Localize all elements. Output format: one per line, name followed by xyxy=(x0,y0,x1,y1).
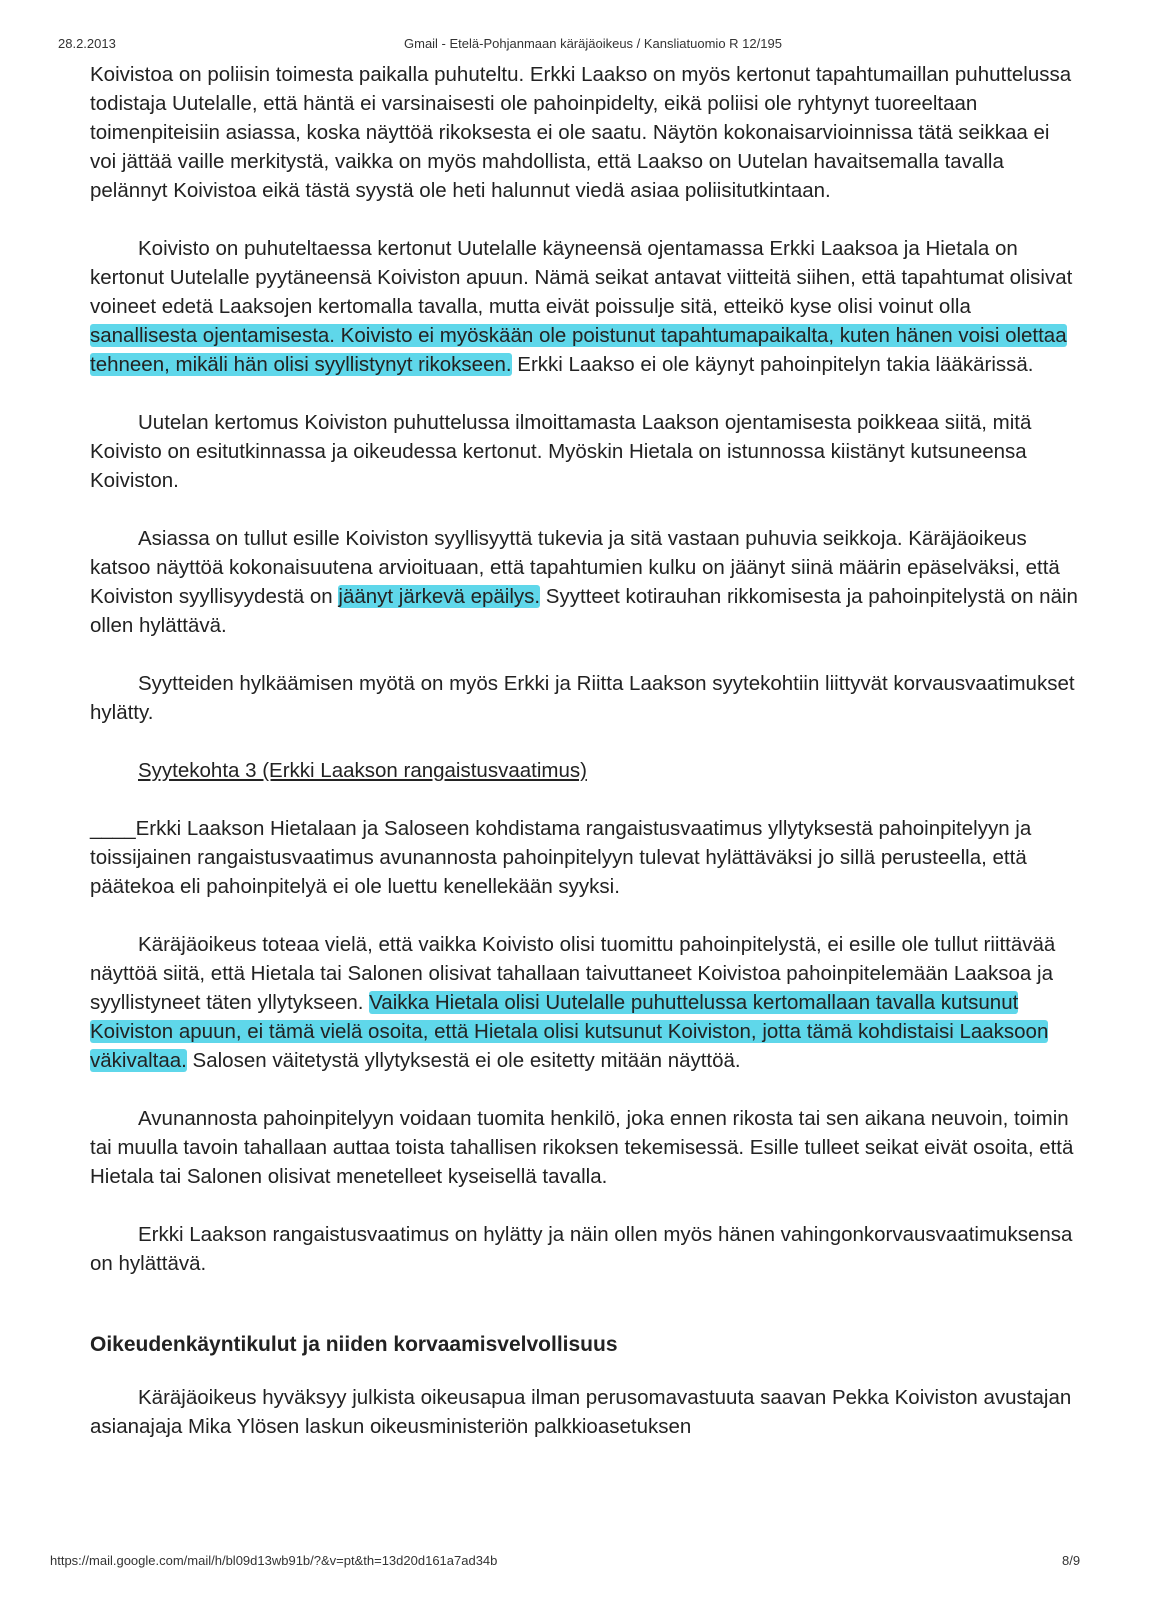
paragraph-1: Koivistoa on poliisin toimesta paikalla puhuteltu. Erkki Laakso on myös kertonut tapahtumaillan puhuttelussa todistaja Uutelalle, että häntä ei varsinaisesti ole pahoinpidelty, eikä poliisi ole ryhtynyt tuoreeltaan toimenpiteisiin asiassa, koska näyttöä rikoksesta ei ole saatu. Näytön kokonaisarvioinnissa tätä seikkaa ei voi jättää vaille merkitystä, vaikka on myös mahdollista, että Laakso on Uutelan havaitsemalla tavalla pelännyt Koivistoa eikä tästä syystä ole heti halunnut viedä asiaa poliisitutkintaan. xyxy=(90,63,1072,202)
paragraph-2-text-after: Erkki Laakso ei ole käynyt pahoinpitelyn takia lääkärissä. xyxy=(511,353,1034,376)
print-date: 28.2.2013 xyxy=(58,36,116,51)
paragraph-4 xyxy=(90,524,1080,640)
section-3-title xyxy=(90,756,1080,785)
paragraph-5: Syytteiden hylkäämisen myötä on myös Erkki ja Riitta Laakson syytekohtiin liittyvät korvausvaatimukset hylätty. xyxy=(90,672,1075,724)
paragraph-9: Erkki Laakson rangaistusvaatimus on hylätty ja näin ollen myös hänen vahingonkorvausvaatimuksensa on hylättävä. xyxy=(90,1223,1073,1275)
paragraph-2 xyxy=(90,234,1080,379)
highlighted-passage-3: Vaikka Hietala olisi Uutelalle puhuttelussa kertomallaan tavalla kutsunut Koiviston apuun, ei tämä vielä osoita, että Hietala olisi kutsunut Koiviston, jotta tämä kohdistaisi Laaksoon väkivaltaa. xyxy=(90,991,1049,1072)
paragraph-7 xyxy=(90,930,1080,1075)
print-url: https://mail.google.com/mail/h/bl09d13wb91b/?&v=pt&th=13d20d161a7ad34b xyxy=(50,1553,498,1568)
document-body xyxy=(90,60,1080,1441)
paragraph-4-text-after: Syytteet kotirauhan rikkomisesta ja pahoinpitelystä on näin ollen hylättävä. xyxy=(90,585,1078,637)
highlighted-passage-2: jäänyt järkevä epäilys. xyxy=(338,585,541,608)
paragraph-6-blank-line: ____ xyxy=(90,817,136,840)
paragraph-7-text-before: Käräjäoikeus toteaa vielä, että vaikka Koivisto olisi tuomittu pahoinpitelystä, ei esille ole tullut riittävää näyttöä siitä, että Hietala tai Salonen olisivat tahallaan taivuttaneet Koivistoa pahoinpitelemään Laaksoa ja syyllistyneet täten yllytykseen. xyxy=(90,933,1056,1014)
paragraph-6-text: Erkki Laakson Hietalaan ja Saloseen kohdistama rangaistusvaatimus yllytyksestä pahoinpitelyyn ja toissijainen rangaistusvaatimus avunannosta pahoinpitelyyn tulevat hylättäväksi jo sillä perusteella, että päätekoa eli pahoinpitelyä ei ole luettu kenellekään syyksi. xyxy=(90,817,1032,898)
paragraph-2-text-before: Koivisto on puhuteltaessa kertonut Uutelalle käyneensä ojentamassa Erkki Laaksoa ja Hietala on kertonut Uutelalle pyytäneensä Koiviston apuun. Nämä seikat antavat viitteitä siihen, että tapahtumat olisivat voineet edetä Laaksojen kertomalla tavalla, mutta eivät poissulje sitä, etteikö kyse olisi voinut olla xyxy=(90,237,1073,318)
costs-heading: Oikeudenkäyntikulut ja niiden korvaamisvelvollisuus xyxy=(90,1333,618,1356)
highlighted-passage-1: sanallisesta ojentamisesta. Koivisto ei myöskään ole poistunut tapahtumapaikalta, kuten hänen voisi olettaa tehneen, mikäli hän olisi syyllistynyt rikokseen. xyxy=(90,324,1067,376)
paragraph-4-text-before: Asiassa on tullut esille Koiviston syyllisyyttä tukevia ja sitä vastaan puhuvia seikkoja. Käräjäoikeus katsoo näyttöä kokonaisuutena arvioituaan, että tapahtumien kulku on jäänyt siinä määrin epäselväksi, että Koiviston syyllisyydestä on xyxy=(90,527,1060,608)
section-3-title-text: Syytekohta 3 (Erkki Laakson rangaistusvaatimus) xyxy=(138,759,587,782)
paragraph-8: Avunannosta pahoinpitelyyn voidaan tuomita henkilö, joka ennen rikosta tai sen aikana neuvoin, toimin tai muulla tavoin tahallaan auttaa toista tahallisen rikoksen tekemisessä. Esille tulleet seikat eivät osoita, että Hietala tai Salonen olisivat menetelleet kyseisellä tavalla. xyxy=(90,1107,1074,1188)
print-title: Gmail - Etelä-Pohjanmaan käräjäoikeus / Kansliatuomio R 12/195 xyxy=(404,36,782,51)
paragraph-3: Uutelan kertomus Koiviston puhuttelussa ilmoittamasta Laakson ojentamisesta poikkeaa siitä, mitä Koivisto on esitutkinnassa ja oikeudessa kertonut. Myöskin Hietala on istunnossa kiistänyt kutsuneensa Koiviston. xyxy=(90,411,1032,492)
paragraph-7-text-after: Salosen väitetystä yllytyksestä ei ole esitetty mitään näyttöä. xyxy=(186,1049,741,1072)
page-number: 8/9 xyxy=(1062,1553,1081,1568)
paragraph-6 xyxy=(90,814,1080,901)
paragraph-10: Käräjäoikeus hyväksyy julkista oikeusapua ilman perusomavastuuta saavan Pekka Koiviston avustajan asianajaja Mika Ylösen laskun oikeusministeriön palkkioasetuksen xyxy=(90,1386,1072,1438)
